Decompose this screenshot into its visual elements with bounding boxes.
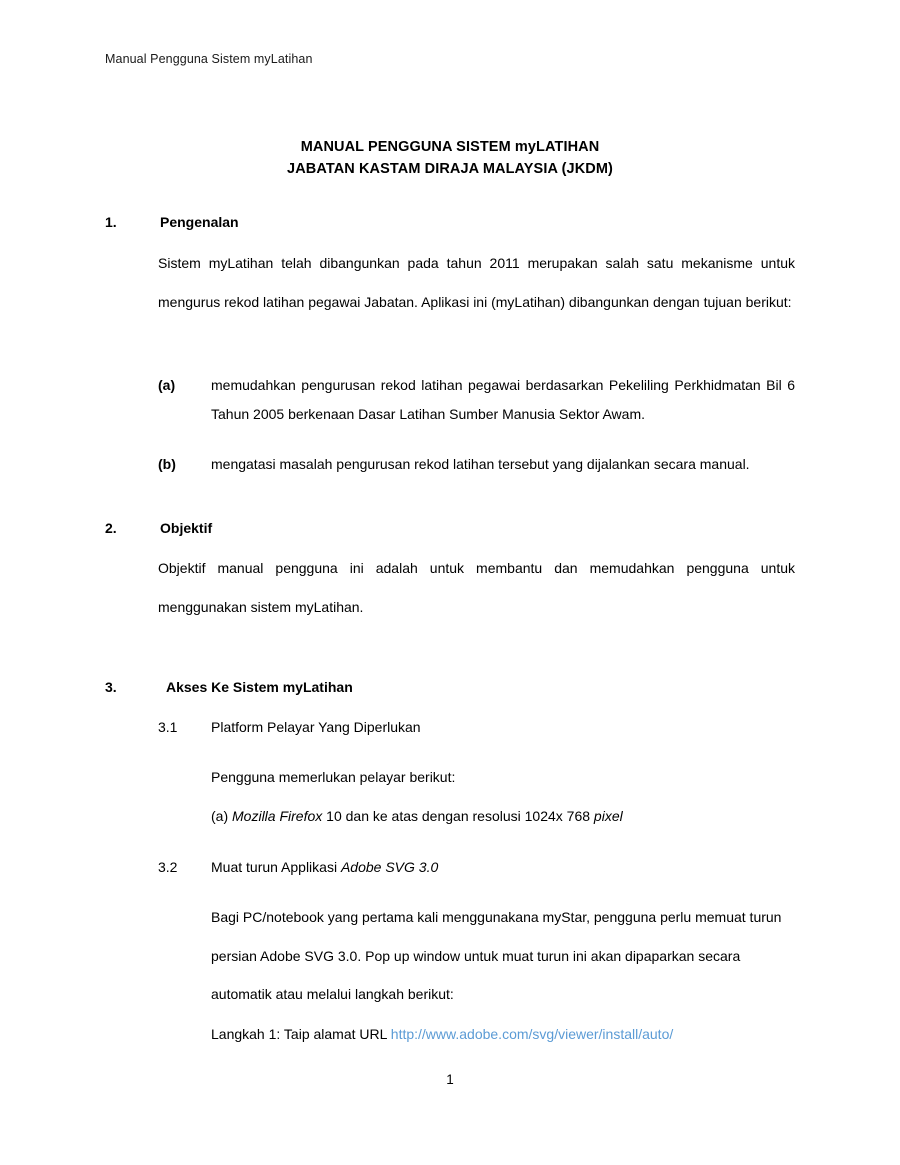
adobe-svg-download-link[interactable]: http://www.adobe.com/svg/viewer/install/auto/ (390, 1026, 674, 1042)
subsection-3-1-intro: Pengguna memerlukan pelayar berikut: (211, 769, 456, 785)
running-header: Manual Pengguna Sistem myLatihan (105, 52, 313, 66)
section-2-heading (105, 519, 795, 539)
section-2-title: Objektif (160, 520, 213, 536)
subsection-3-1 (158, 718, 421, 738)
list-item-text: mengatasi masalah pengurusan rekod latihan tersebut yang dijalankan secara manual. (211, 456, 750, 472)
subsection-3-2 (158, 858, 438, 878)
title-line-2: JABATAN KASTAM DIRAJA MALAYSIA (JKDM) (287, 161, 613, 178)
subsection-3-2-title-app: Adobe SVG 3.0 (340, 859, 439, 875)
list-item (158, 450, 795, 479)
section-1-heading-row (105, 213, 795, 233)
page-number: 1 (446, 1072, 454, 1087)
subsection-3-2-step-1 (211, 1015, 795, 1054)
section-3-heading (105, 678, 795, 698)
section-1-title: Pengenalan (160, 214, 239, 230)
section-3-heading-row (105, 678, 795, 698)
subsection-3-1-number: 3.1 (158, 719, 178, 735)
section-2-paragraph: Objektif manual pengguna ini adalah untuk membantu dan memudahkan pengguna untuk menggunakan sistem myLatihan. (158, 560, 795, 615)
list-item (158, 371, 795, 429)
title-line-1: MANUAL PENGGUNA SISTEM myLATIHAN (300, 139, 600, 155)
section-1-number: 1. (105, 214, 117, 230)
subsection-3-2-title: Muat turun Applikasi (211, 859, 341, 875)
subsection-3-2-body: Bagi PC/notebook yang pertama kali menggunakana myStar, pengguna perlu memuat turun persian Adobe SVG 3.0. Pop up window untuk muat turun ini akan dipaparkan secara automatik atau melalui langkah berikut: (211, 909, 782, 1002)
section-3-title: Akses Ke Sistem myLatihan (166, 679, 353, 695)
list-item-marker: (b) (158, 456, 176, 472)
section-3-number: 3. (105, 679, 117, 695)
section-2-heading-row (105, 519, 795, 539)
subsection-3-1-title: Platform Pelayar Yang Diperlukan (211, 719, 421, 735)
section-1-heading (105, 213, 795, 233)
browser-item-detail: 10 dan ke atas dengan resolusi 1024x 768 (322, 808, 594, 824)
browser-item-unit: pixel (593, 808, 623, 824)
section-1-paragraph: Sistem myLatihan telah dibangunkan pada tahun 2011 merupakan salah satu mekanisme untuk mengurus rekod latihan pegawai Jabatan. Aplikasi ini (myLatihan) dibangunkan dengan tujuan berikut: (158, 255, 795, 310)
document-title-block (105, 136, 795, 181)
subsection-3-2-number: 3.2 (158, 859, 178, 875)
subsection-3-1-browser-item (211, 797, 795, 836)
list-item-marker: (a) (158, 377, 176, 393)
browser-item-marker: (a) (211, 808, 229, 824)
step-1-label: Langkah 1: Taip alamat URL (211, 1026, 391, 1042)
section-2-number: 2. (105, 520, 117, 536)
browser-item-name: Mozilla Firefox (232, 808, 323, 824)
list-item-text: memudahkan pengurusan rekod latihan pegawai berdasarkan Pekeliling Perkhidmatan Bil 6 Tahun 2005 berkenaan Dasar Latihan Sumber Manusia Sektor Awam. (211, 377, 795, 422)
